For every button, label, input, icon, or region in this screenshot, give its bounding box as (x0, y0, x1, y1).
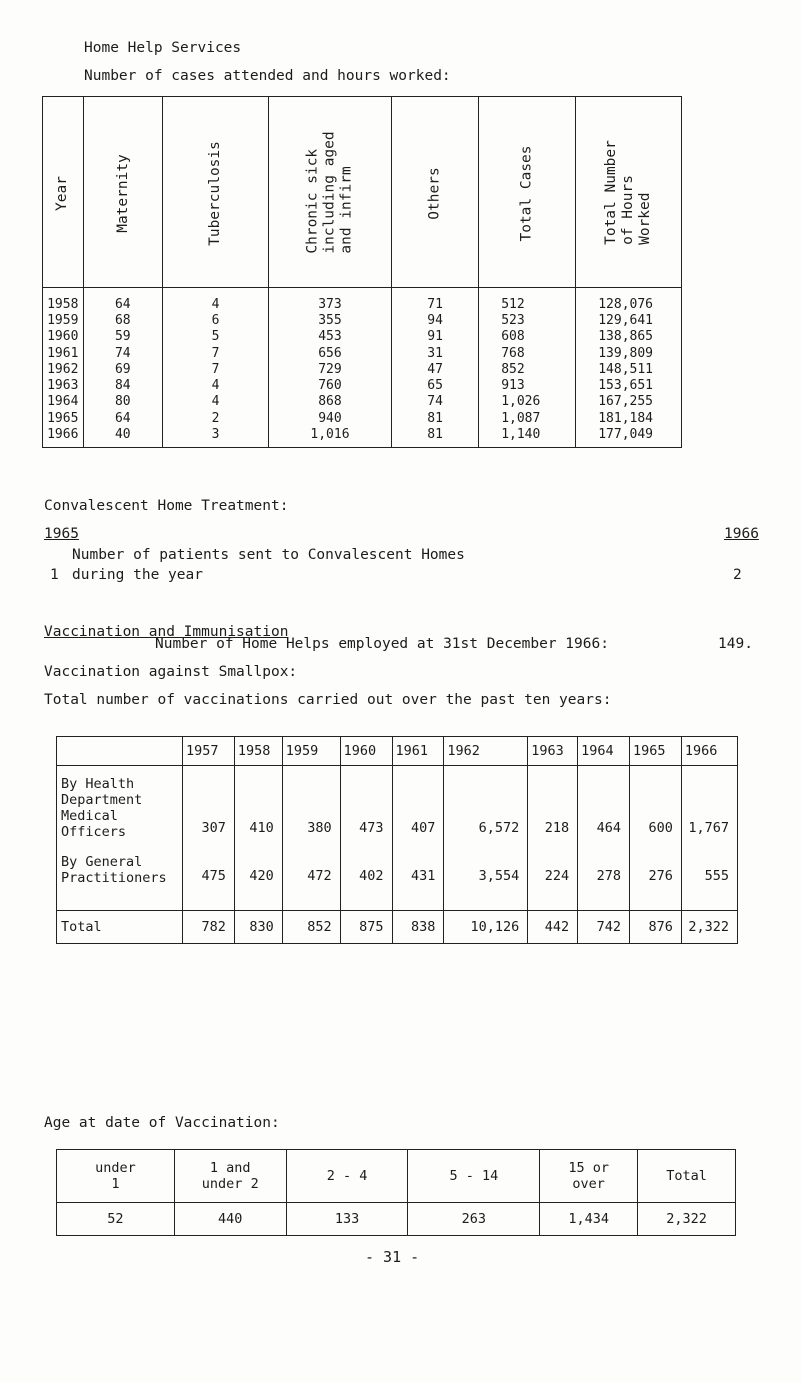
value-cell: 68 (83, 312, 163, 328)
by-health-value: 307 (201, 820, 226, 836)
home-help-table-row (43, 329, 682, 345)
convalescent-line-2: during the year (72, 567, 203, 583)
total-label: Total (57, 911, 183, 944)
value-cell: 1,026 (479, 394, 576, 410)
convalescent-value-right: 2 (733, 567, 742, 583)
by-health-value: 464 (596, 820, 622, 836)
vaccination-corner-cell (57, 737, 183, 766)
age-header-cell: 1 and under 2 (174, 1150, 286, 1203)
vaccination-year-values (282, 766, 340, 911)
vaccination-body-row (57, 766, 738, 911)
home-help-column-header (479, 97, 576, 288)
value-cell: 6 (163, 312, 269, 328)
value-cell: 64 (83, 410, 163, 426)
by-health-value: 1,767 (688, 820, 729, 836)
home-helps-employed-note: Number of Home Helps employed at 31st December 1966: (155, 636, 609, 652)
age-header-cell: Total (638, 1150, 736, 1203)
by-health-value: 6,572 (478, 820, 520, 836)
home-help-column-header (163, 97, 269, 288)
age-header-cell: 15 or over (540, 1150, 638, 1203)
total-value: 742 (578, 911, 630, 944)
by-gp-value: 3,554 (478, 868, 520, 884)
vaccination-year-values (182, 766, 234, 911)
value-cell: 80 (83, 394, 163, 410)
by-health-value: 380 (307, 820, 332, 836)
value-cell: 3 (163, 426, 269, 447)
year-cell: 1965 (43, 410, 84, 426)
value-cell: 4 (163, 377, 269, 393)
vaccination-year-header: 1966 (681, 737, 737, 766)
vaccination-year-header: 1963 (528, 737, 578, 766)
value-cell: 148,511 (576, 361, 682, 377)
year-cell: 1966 (43, 426, 84, 447)
age-at-vaccination-table (56, 1149, 736, 1236)
value-cell: 94 (392, 312, 479, 328)
value-cell: 81 (392, 426, 479, 447)
value-cell: 167,255 (576, 394, 682, 410)
page-number: - 31 - (365, 1248, 420, 1266)
value-cell: 181,184 (576, 410, 682, 426)
home-help-table-row (43, 312, 682, 328)
by-gp-value: 472 (307, 868, 332, 884)
home-help-table-row (43, 410, 682, 426)
year-cell: 1960 (43, 329, 84, 345)
home-helps-employed-value: 149. (718, 636, 753, 652)
value-cell: 153,651 (576, 377, 682, 393)
home-help-cases-table (42, 96, 682, 448)
smallpox-heading: Vaccination against Smallpox: (44, 664, 298, 680)
value-cell: 138,865 (576, 329, 682, 345)
age-header-cell: 5 - 14 (408, 1150, 540, 1203)
value-cell: 129,641 (576, 312, 682, 328)
value-cell: 355 (268, 312, 391, 328)
by-health-value: 407 (411, 820, 436, 836)
age-value-cell: 440 (174, 1203, 286, 1236)
convalescent-year-left: 1965 (44, 526, 79, 542)
vaccination-years-header (57, 737, 738, 766)
value-cell: 1,016 (268, 426, 391, 447)
vaccination-year-values (444, 766, 528, 911)
value-cell: 139,809 (576, 345, 682, 361)
vaccination-year-values (340, 766, 392, 911)
vaccination-year-values (681, 766, 737, 911)
value-cell: 656 (268, 345, 391, 361)
value-cell: 31 (392, 345, 479, 361)
value-cell: 47 (392, 361, 479, 377)
value-cell: 1,087 (479, 410, 576, 426)
home-help-subheading: Number of cases attended and hours worked: (84, 68, 451, 84)
vaccination-year-values (578, 766, 630, 911)
home-help-column-label: Year (54, 176, 71, 211)
value-cell: 768 (479, 345, 576, 361)
value-cell: 373 (268, 288, 391, 313)
value-cell: 40 (83, 426, 163, 447)
vaccination-heading: Vaccination and Immunisation (44, 624, 289, 640)
vaccination-total-row (57, 911, 738, 944)
home-help-column-header (83, 97, 163, 288)
value-cell: 4 (163, 288, 269, 313)
home-help-table-row (43, 345, 682, 361)
home-help-column-label: Chronic sick including aged and infirm (304, 130, 355, 254)
vaccination-year-values (234, 766, 282, 911)
home-help-column-header (392, 97, 479, 288)
vaccination-year-header: 1959 (282, 737, 340, 766)
value-cell: 81 (392, 410, 479, 426)
home-help-table-row (43, 288, 682, 313)
convalescent-year-right: 1966 (724, 526, 759, 542)
by-gp-value: 555 (704, 868, 729, 884)
value-cell: 852 (479, 361, 576, 377)
by-health-value: 600 (648, 820, 673, 836)
value-cell: 729 (268, 361, 391, 377)
value-cell: 868 (268, 394, 391, 410)
value-cell: 453 (268, 329, 391, 345)
vaccination-year-values (630, 766, 682, 911)
total-value: 838 (392, 911, 444, 944)
vaccination-year-header: 1964 (578, 737, 630, 766)
total-value: 875 (340, 911, 392, 944)
by-health-label: By Health Department Medical Officers (61, 776, 143, 840)
by-gp-label: By General Practitioners (61, 854, 167, 886)
year-cell: 1959 (43, 312, 84, 328)
by-gp-value: 402 (359, 868, 384, 884)
total-value: 830 (234, 911, 282, 944)
age-value-cell: 133 (286, 1203, 408, 1236)
age-header-cell: 2 - 4 (286, 1150, 408, 1203)
vaccination-year-header: 1957 (182, 737, 234, 766)
year-cell: 1962 (43, 361, 84, 377)
value-cell: 940 (268, 410, 391, 426)
year-cell: 1958 (43, 288, 84, 313)
value-cell: 523 (479, 312, 576, 328)
home-help-column-label: Maternity (114, 154, 131, 233)
year-cell: 1964 (43, 394, 84, 410)
home-help-table-row (43, 361, 682, 377)
value-cell: 913 (479, 377, 576, 393)
vaccination-year-header: 1962 (444, 737, 528, 766)
home-help-table-row (43, 394, 682, 410)
convalescent-heading: Convalescent Home Treatment: (44, 498, 289, 514)
value-cell: 4 (163, 394, 269, 410)
value-cell: 608 (479, 329, 576, 345)
total-value: 876 (630, 911, 682, 944)
value-cell: 177,049 (576, 426, 682, 447)
value-cell: 84 (83, 377, 163, 393)
vaccination-total-note: Total number of vaccinations carried out over the past ten years: (44, 692, 612, 708)
vaccination-year-header: 1960 (340, 737, 392, 766)
home-help-column-header (43, 97, 84, 288)
value-cell: 91 (392, 329, 479, 345)
by-health-value: 410 (249, 820, 274, 836)
vaccination-year-header: 1965 (630, 737, 682, 766)
by-gp-value: 278 (596, 868, 622, 884)
home-help-column-label: Total Cases (518, 145, 535, 242)
by-gp-value: 420 (249, 868, 274, 884)
age-table-header (57, 1150, 736, 1203)
by-gp-value: 431 (411, 868, 436, 884)
value-cell: 74 (83, 345, 163, 361)
home-help-table-row (43, 377, 682, 393)
home-help-column-label: Total Number of Hours Worked (603, 139, 654, 245)
age-table-values (57, 1203, 736, 1236)
value-cell: 64 (83, 288, 163, 313)
vaccination-year-header: 1961 (392, 737, 444, 766)
convalescent-value-left: 1 (50, 567, 59, 583)
value-cell: 512 (479, 288, 576, 313)
by-gp-value: 475 (201, 868, 226, 884)
year-cell: 1963 (43, 377, 84, 393)
value-cell: 69 (83, 361, 163, 377)
vaccination-year-values (392, 766, 444, 911)
value-cell: 5 (163, 329, 269, 345)
home-help-table-header (43, 97, 682, 288)
by-health-value: 218 (544, 820, 570, 836)
value-cell: 2 (163, 410, 269, 426)
value-cell: 128,076 (576, 288, 682, 313)
value-cell: 59 (83, 329, 163, 345)
convalescent-line-1: Number of patients sent to Convalescent Homes (72, 547, 465, 563)
home-help-column-header (268, 97, 391, 288)
age-value-cell: 2,322 (638, 1203, 736, 1236)
total-value: 852 (282, 911, 340, 944)
home-help-column-label: Others (426, 167, 443, 220)
vaccination-row-labels (57, 766, 183, 911)
vaccination-year-values (528, 766, 578, 911)
home-help-column-header (576, 97, 682, 288)
value-cell: 7 (163, 345, 269, 361)
age-heading: Age at date of Vaccination: (44, 1115, 280, 1131)
section-heading-home-help: Home Help Services (84, 40, 242, 56)
smallpox-vaccinations-table (56, 736, 738, 944)
value-cell: 65 (392, 377, 479, 393)
total-value: 2,322 (681, 911, 737, 944)
value-cell: 760 (268, 377, 391, 393)
home-help-column-label: Tuberculosis (206, 141, 223, 246)
year-cell: 1961 (43, 345, 84, 361)
age-value-cell: 52 (57, 1203, 175, 1236)
by-gp-value: 224 (544, 868, 570, 884)
value-cell: 7 (163, 361, 269, 377)
value-cell: 74 (392, 394, 479, 410)
vaccination-year-header: 1958 (234, 737, 282, 766)
by-gp-value: 276 (648, 868, 673, 884)
total-value: 10,126 (444, 911, 528, 944)
home-help-table-row (43, 426, 682, 447)
total-value: 782 (182, 911, 234, 944)
age-value-cell: 263 (408, 1203, 540, 1236)
value-cell: 1,140 (479, 426, 576, 447)
home-help-table-body (43, 288, 682, 448)
by-health-value: 473 (359, 820, 384, 836)
age-header-cell: under 1 (57, 1150, 175, 1203)
total-value: 442 (528, 911, 578, 944)
value-cell: 71 (392, 288, 479, 313)
age-value-cell: 1,434 (540, 1203, 638, 1236)
